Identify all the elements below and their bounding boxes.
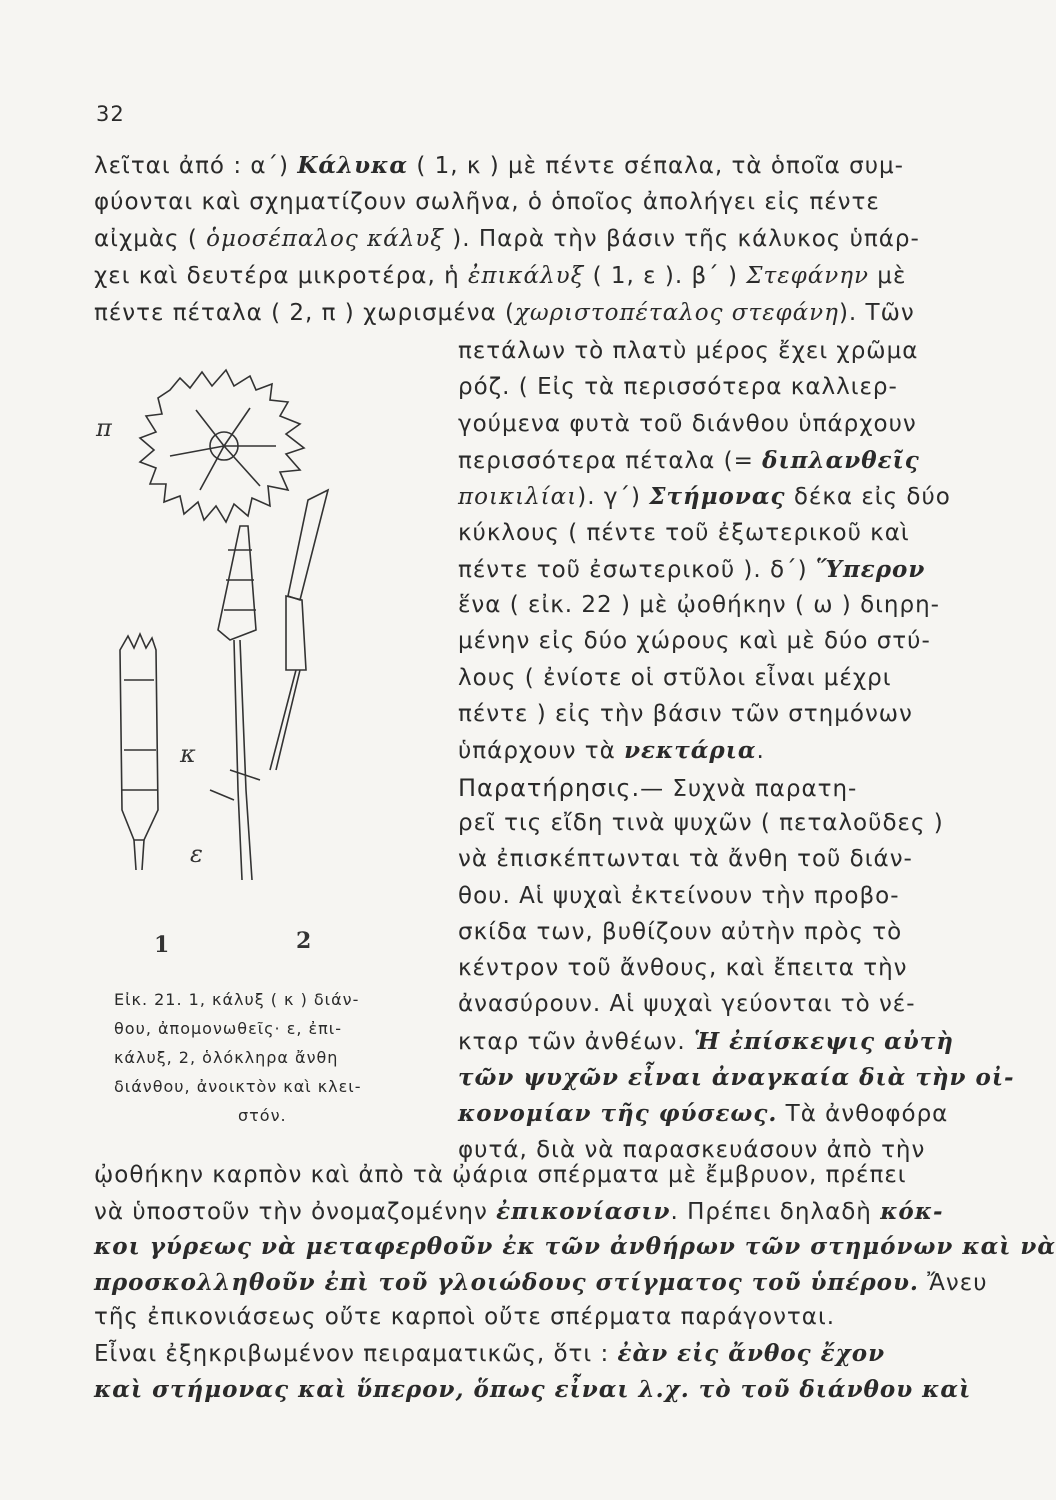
text-segment: ρόζ. ( Εἰς τὰ περισσότερα καλλιερ-: [458, 374, 898, 401]
main-stem: [234, 640, 252, 880]
caption-line: θου, ἀπομονωθεῖς· ε, ἐπι-: [114, 1019, 342, 1038]
text-segment: κοι γύρεως νὰ μεταφερθοῦν ἐκ τῶν ἀνθήρων τῶν στημόνων καὶ νὰ: [94, 1233, 1056, 1261]
text-line: [458, 1064, 1015, 1091]
text-segment: περισσότερα πέταλα (=: [458, 447, 763, 474]
text-segment: σκίδα των, βυθίζουν αὐτὴν πρὸς τὸ: [458, 918, 903, 945]
text-segment: Εἶναι ἐξηκριβωμένον πειραματικῶς, ὅτι :: [94, 1341, 618, 1367]
text-line: [94, 1376, 971, 1403]
text-segment: νὰ ἐπισκέπτωνται τὰ ἄνθη τοῦ διάν-: [458, 846, 913, 873]
text-segment: ). γ΄): [577, 484, 650, 511]
figure-label-pi: π: [96, 414, 112, 442]
text-segment: πετάλων τὸ πλατὺ μέρος ἔχει χρῶμα: [458, 338, 919, 364]
text-segment: ). Τῶν: [838, 300, 915, 326]
text-line: [458, 846, 913, 872]
text-line: [94, 1269, 988, 1296]
text-segment: Στήμονας: [649, 483, 786, 511]
text-segment: Τὰ ἀνθοφόρα: [777, 1101, 949, 1128]
text-segment: Παρατήρησις.: [458, 773, 641, 802]
page-number: 32: [96, 102, 125, 126]
text-segment: διπλανθεῖς: [762, 446, 920, 474]
text-line: [94, 1233, 1056, 1260]
text-segment: Στεφάνην: [746, 263, 869, 289]
text-segment: .: [756, 738, 765, 765]
text-line: [458, 483, 951, 510]
text-segment: ἐπικονίασιν: [496, 1197, 671, 1225]
text-line: [458, 1028, 954, 1055]
isolated-calyx: [120, 634, 158, 840]
caption-line: στόν.: [238, 1106, 287, 1125]
text-segment: ποικιλίαι: [458, 484, 578, 511]
text-segment: ἐπικάλυξ: [467, 263, 585, 289]
text-segment: φυτά, διὰ νὰ παρασκευάσουν ἀπὸ τὴν: [458, 1136, 926, 1163]
text-line: [458, 374, 898, 400]
bud-calyx: [286, 596, 306, 670]
text-segment: πέντε πέταλα ( 2, π ) χωρισμένα (: [94, 300, 515, 326]
text-segment: ᾠοθήκην καρπὸν καὶ ἀπὸ τὰ ᾠάρια σπέρματα μὲ ἔμβρυον, πρέπει: [94, 1162, 907, 1188]
text-segment: νὰ ὑποστοῦν τὴν ὀνομαζομένην: [94, 1198, 497, 1225]
text-segment: γούμενα φυτὰ τοῦ διάνθου ὑπάρχουν: [458, 410, 917, 437]
figure-number-2: 2: [296, 928, 312, 954]
flower-drawing: [120, 370, 328, 880]
text-segment: κταρ τῶν ἀνθέων.: [458, 1028, 694, 1055]
text-segment: καὶ στήμονας καὶ ὕπερον, ὅπως εἶναι λ.χ. τὸ τοῦ διάνθου καὶ: [94, 1375, 972, 1403]
text-segment: πέντε ) εἰς τὴν βάσιν τῶν στημόνων: [458, 701, 913, 727]
text-line: [458, 447, 920, 474]
text-segment: πέντε τοῦ ἐσωτερικοῦ ). δ΄): [458, 556, 816, 583]
text-line: [458, 774, 857, 802]
text-line: [458, 520, 910, 546]
text-segment: . Πρέπει δηλαδὴ: [670, 1198, 881, 1225]
text-line: [94, 226, 920, 252]
text-line: [458, 701, 913, 727]
text-line: [458, 556, 925, 583]
text-segment: νεκτάρια: [624, 737, 757, 765]
text-segment: κέντρον τοῦ ἄνθους, καὶ ἔπειτα τὴν: [458, 955, 908, 982]
figure-label-kappa: κ: [180, 740, 196, 768]
text-segment: μὲ: [869, 263, 907, 289]
text-line: [458, 1137, 925, 1163]
text-line: [458, 737, 765, 764]
text-line: [94, 1198, 944, 1225]
text-line: [94, 1304, 835, 1330]
text-line: [458, 810, 944, 836]
text-segment: ). Παρὰ τὴν βάσιν τῆς κάλυκος ὑπάρ-: [443, 226, 920, 252]
text-line: [458, 665, 892, 691]
text-line: [94, 300, 915, 326]
text-segment: ἕνα ( εἰκ. 22 ) μὲ ᾠοθήκην ( ω ) διηρη-: [458, 592, 940, 619]
text-line: [458, 628, 931, 654]
text-segment: αἰχμὰς (: [94, 226, 207, 252]
text-segment: ἐὰν εἰς ἄνθος ἔχον: [617, 1340, 886, 1367]
caption-line: Εἰκ. 21. 1, κάλυξ ( κ ) διάν-: [114, 990, 360, 1009]
main-calyx: [218, 526, 256, 640]
text-segment: χωριστοπέταλος στεφάνη: [514, 300, 839, 326]
text-segment: ( 1, κ ) μὲ πέντε σέπαλα, τὰ ὁποῖα συμ-: [408, 153, 904, 179]
text-segment: κύκλους ( πέντε τοῦ ἐξωτερικοῦ καὶ: [458, 519, 910, 546]
text-line: [458, 955, 908, 981]
text-line: [458, 883, 900, 909]
figure-label-epsilon: ε: [190, 840, 203, 868]
figure-number-1: 1: [154, 932, 170, 958]
text-segment: κόκ-: [880, 1197, 944, 1225]
text-segment: μένην εἰς δύο χώρους καὶ μὲ δύο στύ-: [458, 628, 931, 655]
text-line: [458, 411, 917, 437]
text-line: [94, 1340, 885, 1367]
text-segment: — Συχνὰ παρατη-: [640, 775, 858, 802]
text-segment: ὑπάρχουν τὰ: [458, 738, 625, 765]
text-line: [458, 919, 902, 945]
text-segment: τῶν ψυχῶν εἶναι ἀναγκαία διὰ τὴν οἰ-: [458, 1064, 1015, 1091]
text-segment: δέκα εἰς δύο: [785, 484, 951, 511]
text-segment: λους ( ἐνίοτε οἱ στῦλοι εἶναι μέχρι: [458, 664, 892, 691]
text-segment: χει καὶ δευτέρα μικροτέρα, ἡ: [94, 263, 468, 289]
closed-bud: [288, 490, 328, 600]
text-segment: ( 1, ε ). β΄ ): [584, 263, 747, 289]
text-line: [458, 1100, 948, 1127]
text-segment: Ὕπερον: [815, 555, 926, 583]
text-segment: Ἄνευ: [918, 1269, 988, 1296]
carnation-figure: [96, 350, 440, 958]
text-segment: λεῖται ἀπό : α΄): [94, 153, 298, 179]
text-line: [94, 263, 906, 289]
text-segment: Κάλυκα: [297, 152, 409, 179]
text-segment: ρεῖ τις εἴδη τινὰ ψυχῶν ( πεταλοῦδες ): [458, 809, 944, 836]
text-segment: Ἡ ἐπίσκεψις αὐτὴ: [693, 1027, 954, 1055]
text-line: [458, 991, 916, 1017]
caption-line: κάλυξ, 2, ὁλόκληρα ἄνθη: [114, 1048, 339, 1067]
text-segment: προσκολληθοῦν ἐπὶ τοῦ γλοιώδους στίγματος τοῦ ὑπέρου.: [94, 1268, 919, 1296]
text-line: [94, 1162, 907, 1188]
text-segment: τῆς ἐπικονιάσεως οὔτε καρποὶ οὔτε σπέρματα παράγονται.: [94, 1304, 836, 1331]
text-segment: ὁμοσέπαλος κάλυξ: [206, 226, 444, 252]
text-segment: ἀνασύρουν. Αἱ ψυχαὶ γεύονται τὸ νέ-: [458, 991, 916, 1018]
text-line: [458, 338, 918, 364]
text-line: [94, 189, 880, 215]
caption-line: διάνθου, ἀνοικτὸν καὶ κλει-: [114, 1077, 362, 1096]
text-line: [458, 592, 940, 618]
text-segment: φύονται καὶ σχηματίζουν σωλῆνα, ὁ ὁποῖος ἀπολήγει εἰς πέντε: [94, 189, 880, 215]
text-line: [94, 152, 904, 179]
text-segment: θου. Αἱ ψυχαὶ ἐκτείνουν τὴν προβο-: [458, 882, 900, 909]
text-segment: κονομίαν τῆς φύσεως.: [458, 1100, 778, 1128]
